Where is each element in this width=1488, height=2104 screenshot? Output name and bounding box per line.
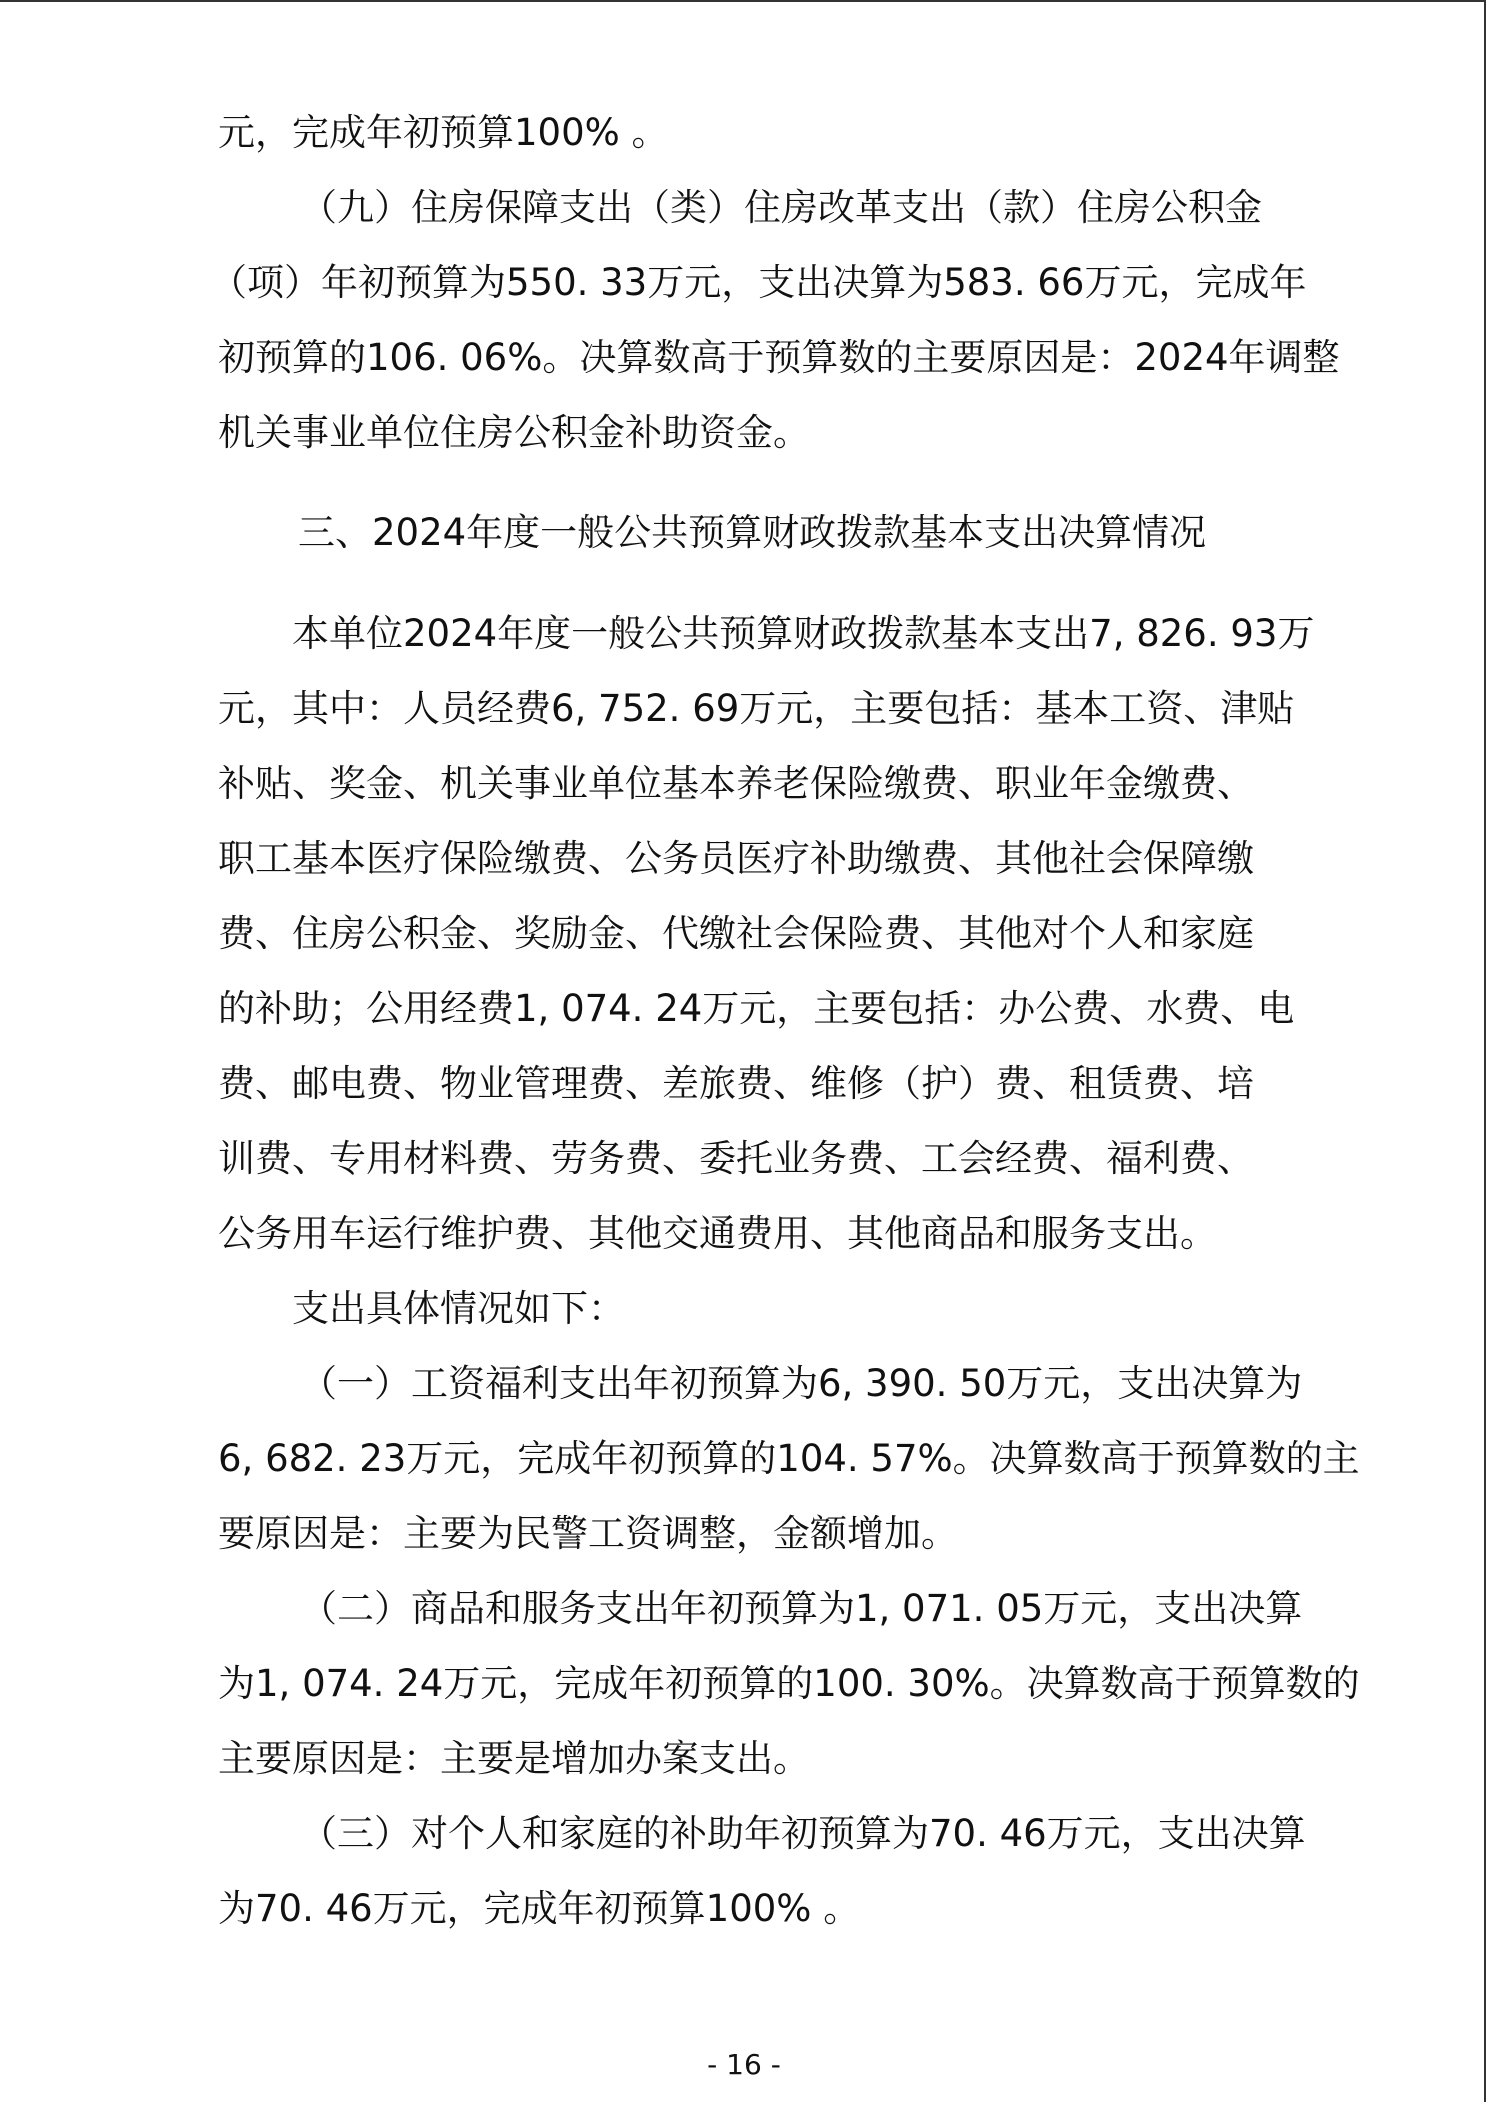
paragraph-line: 机关事业单位住房公积金补助资金。: [218, 411, 810, 454]
paragraph-line: 要原因是：主要为民警工资调整，金额增加。: [218, 1512, 958, 1555]
paragraph-line: 支出具体情况如下：: [292, 1287, 625, 1330]
paragraph-line: （二）商品和服务支出年初预算为1, 071. 05万元，支出决算: [300, 1587, 1303, 1630]
paragraph-line: （一）工资福利支出年初预算为6, 390. 50万元，支出决算为: [300, 1362, 1303, 1405]
paragraph-line: 元，其中：人员经费6, 752. 69万元，主要包括：基本工资、津贴: [218, 687, 1295, 730]
paragraph-line: 的补助；公用经费1, 074. 24万元，主要包括：办公费、水费、电: [218, 987, 1295, 1030]
paragraph-line: （项）年初预算为550. 33万元，支出决算为583. 66万元，完成年: [210, 261, 1307, 304]
paragraph-line: 费、邮电费、物业管理费、差旅费、维修（护）费、租赁费、培: [218, 1062, 1254, 1105]
paragraph-line: 主要原因是：主要是增加办案支出。: [218, 1737, 810, 1780]
paragraph-line: 为70. 46万元，完成年初预算100% 。: [218, 1887, 861, 1930]
document-body: [210, 95, 1360, 1946]
paragraph-line: 公务用车运行维护费、其他交通费用、其他商品和服务支出。: [218, 1212, 1217, 1255]
paragraph-line: 元，完成年初预算100% 。: [218, 111, 669, 154]
paragraph-line: 初预算的106. 06%。决算数高于预算数的主要原因是：2024年调整: [218, 336, 1340, 379]
paragraph-line: 为1, 074. 24万元，完成年初预算的100. 30%。决算数高于预算数的: [218, 1662, 1360, 1705]
paragraph-line: 本单位2024年度一般公共预算财政拨款基本支出7, 826. 93万: [292, 612, 1315, 655]
page-number: - 16 -: [707, 2048, 781, 2081]
paragraph-line: 训费、专用材料费、劳务费、委托业务费、工会经费、福利费、: [218, 1137, 1254, 1180]
paragraph-line: 补贴、奖金、机关事业单位基本养老保险缴费、职业年金缴费、: [218, 762, 1254, 805]
paragraph-line: （三）对个人和家庭的补助年初预算为70. 46万元，支出决算: [300, 1812, 1306, 1855]
paragraph-line: 6, 682. 23万元，完成年初预算的104. 57%。决算数高于预算数的主: [218, 1437, 1360, 1480]
paragraph-line: （九）住房保障支出（类）住房改革支出（款）住房公积金: [300, 186, 1262, 229]
section-heading: 三、2024年度一般公共预算财政拨款基本支出决算情况: [298, 511, 1207, 554]
paragraph-line: 费、住房公积金、奖励金、代缴社会保险费、其他对个人和家庭: [218, 912, 1254, 955]
paragraph-line: 职工基本医疗保险缴费、公务员医疗补助缴费、其他社会保障缴: [218, 837, 1254, 880]
